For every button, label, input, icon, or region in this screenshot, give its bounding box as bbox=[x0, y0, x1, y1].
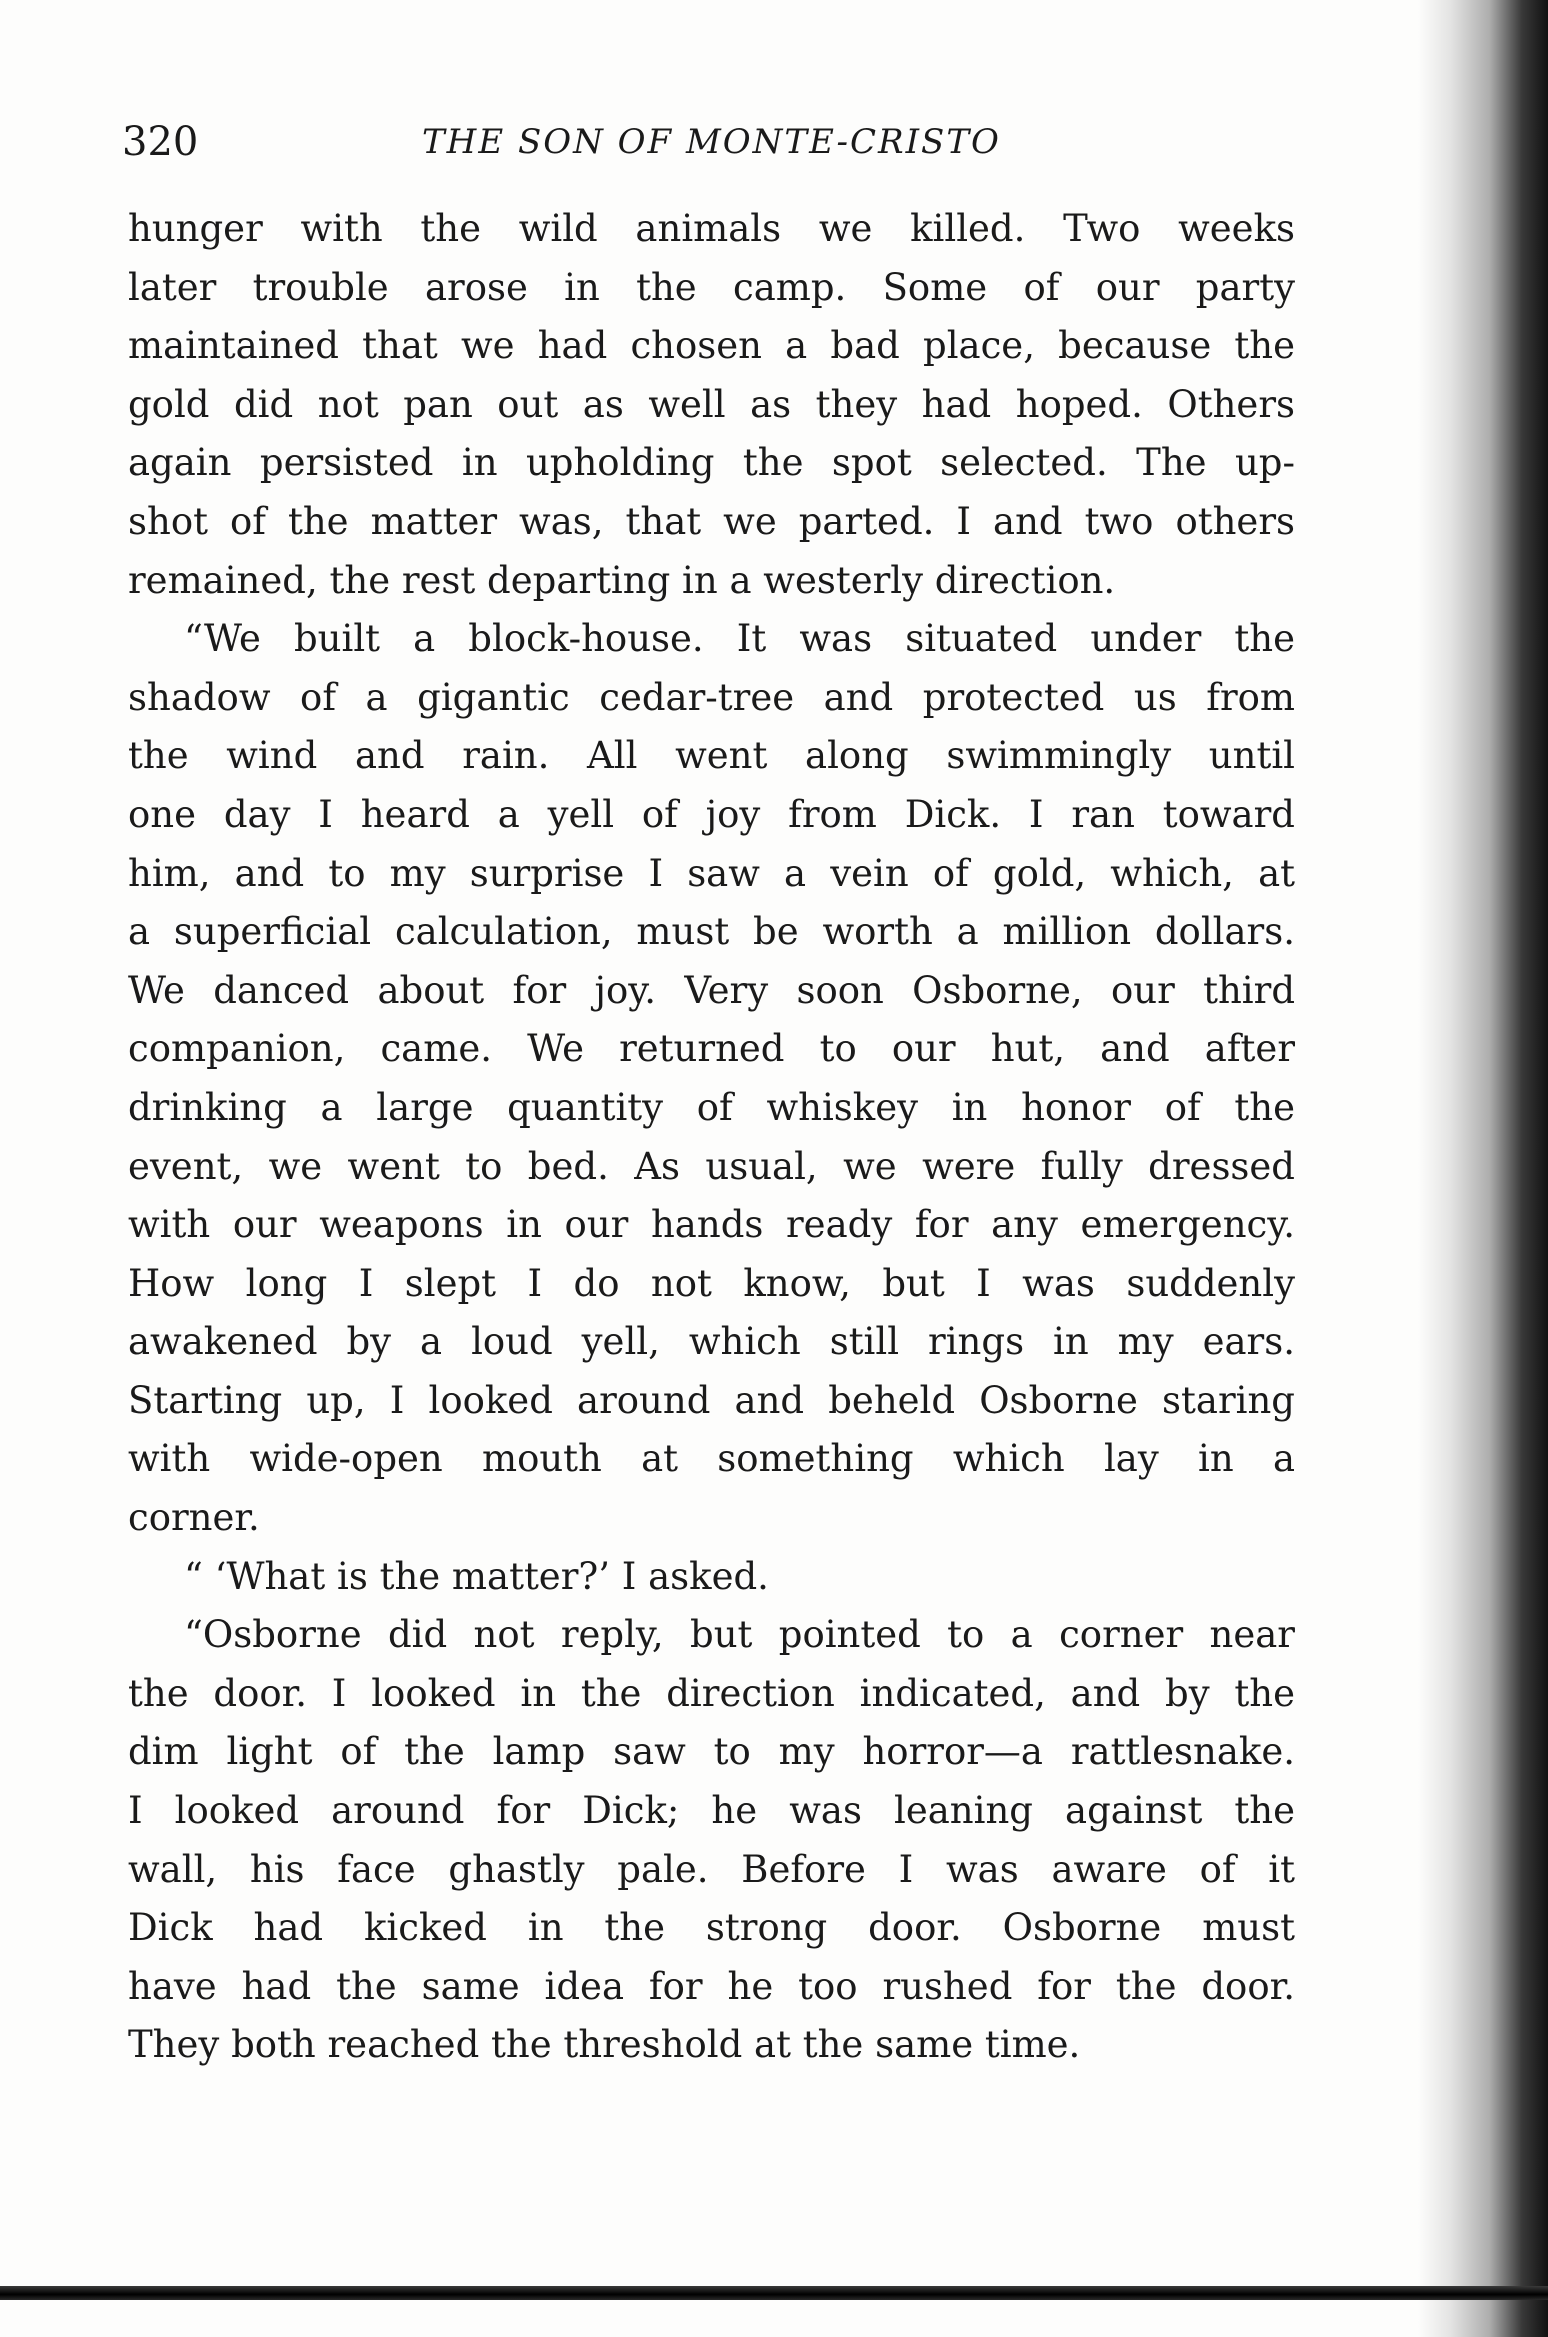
text-line: We danced about for joy. Very soon Osborne, our third bbox=[128, 968, 1295, 1012]
text-line: remained, the rest departing in a westerly direction. bbox=[128, 558, 1116, 602]
text-line: the wind and rain. All went along swimmingly until bbox=[128, 734, 1295, 778]
text-line: corner. bbox=[128, 1496, 260, 1540]
text-line: maintained that we had chosen a bad place, because the bbox=[128, 324, 1295, 368]
text-line: shot of the matter was, that we parted. I and two others bbox=[128, 499, 1295, 543]
text-line: I looked around for Dick; he was leaning against the bbox=[128, 1789, 1295, 1833]
text-line: with our weapons in our hands ready for any emergency. bbox=[128, 1203, 1295, 1247]
running-title: THE SON OF MONTE-CRISTO bbox=[422, 122, 1001, 162]
text-line: with wide-open mouth at something which lay in a bbox=[128, 1437, 1295, 1481]
text-line: “ ‘What is the matter?’ I asked. bbox=[184, 1554, 769, 1598]
text-line: him, and to my surprise I saw a vein of gold, which, at bbox=[128, 851, 1295, 895]
text-line: have had the same idea for he too rushed for the door. bbox=[128, 1964, 1295, 2008]
text-line: How long I slept I do not know, but I was suddenly bbox=[128, 1261, 1295, 1305]
text-line: wall, his face ghastly pale. Before I was aware of it bbox=[128, 1847, 1295, 1891]
text-line: They both reached the threshold at the same time. bbox=[128, 2023, 1081, 2067]
text-line: later trouble arose in the camp. Some of our party bbox=[128, 265, 1295, 309]
text-line: drinking a large quantity of whiskey in honor of the bbox=[128, 1085, 1295, 1129]
text-line: the door. I looked in the direction indicated, and by the bbox=[128, 1671, 1295, 1715]
text-line: dim light of the lamp saw to my horror—a rattlesnake. bbox=[128, 1730, 1295, 1774]
text-line: awakened by a loud yell, which still rings in my ears. bbox=[128, 1320, 1295, 1364]
text-line: a superficial calculation, must be worth a million dollars. bbox=[128, 910, 1295, 954]
text-line: again persisted in upholding the spot selected. The up- bbox=[128, 441, 1295, 485]
text-line: shadow of a gigantic cedar-tree and protected us from bbox=[128, 675, 1295, 719]
text-line: “We built a block-house. It was situated under the bbox=[184, 617, 1295, 661]
bottom-edge-rule bbox=[0, 2286, 1548, 2300]
text-line: hunger with the wild animals we killed. Two weeks bbox=[128, 207, 1295, 250]
text-line: Dick had kicked in the strong door. Osborne must bbox=[128, 1906, 1295, 1950]
text-line: Starting up, I looked around and beheld Osborne staring bbox=[128, 1378, 1295, 1422]
page-number: 320 bbox=[122, 119, 199, 165]
page-header bbox=[122, 112, 1292, 172]
text-line: event, we went to bed. As usual, we were fully dressed bbox=[128, 1144, 1295, 1188]
page-binding-shadow bbox=[1418, 0, 1548, 2337]
text-line: gold did not pan out as well as they had hoped. Others bbox=[128, 382, 1295, 426]
body-text bbox=[128, 200, 1295, 2075]
text-line: “Osborne did not reply, but pointed to a corner near bbox=[184, 1613, 1295, 1657]
text-line: one day I heard a yell of joy from Dick. I ran toward bbox=[128, 792, 1295, 836]
text-line: companion, came. We returned to our hut, and after bbox=[128, 1027, 1295, 1071]
